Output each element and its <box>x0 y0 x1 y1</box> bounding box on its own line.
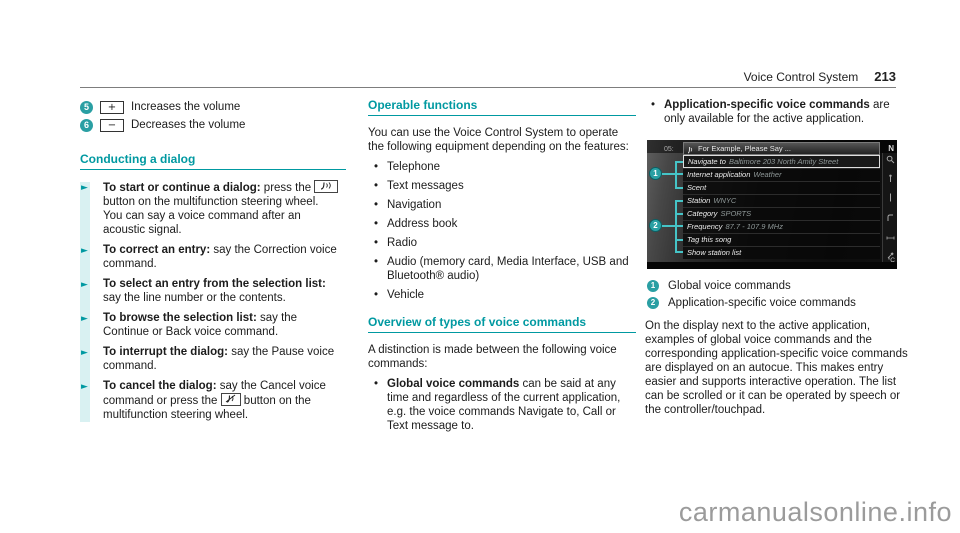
overview-intro: A distinction is made between the following voice commands: <box>368 344 617 370</box>
voice-command-arg: Weather <box>753 170 782 179</box>
page-header <box>744 69 896 84</box>
header-rule <box>80 87 896 88</box>
step-lead: To start or continue a dialog: <box>103 182 261 194</box>
list-item-label: Address book <box>387 218 458 230</box>
popup-title: For Example, Please Say ... <box>698 144 791 153</box>
bullet-icon: • <box>374 378 379 390</box>
legend-label: Increases the volume <box>131 101 241 113</box>
callout-number-1: 1 <box>647 280 659 292</box>
caption-label: Application-specific voice commands <box>668 297 856 309</box>
callout-line <box>675 239 683 241</box>
global-commands-lead: Global voice commands <box>387 378 520 390</box>
legend-item-volume-down <box>80 118 346 132</box>
step-interrupt-dialog <box>80 345 346 373</box>
callout-line <box>675 173 683 175</box>
voice-command: Navigate to <box>688 156 726 166</box>
step-marker-icon: ► <box>81 246 88 256</box>
figure-callout-1: 1 <box>649 167 662 180</box>
list-item-label: Audio (memory card, Media Interface, USB and Bluetooth® audio) <box>387 256 629 282</box>
list-item-text-messages <box>368 179 636 193</box>
display-side-toolbar <box>882 153 897 262</box>
bullet-icon: • <box>374 161 379 173</box>
list-item-label: Radio <box>387 237 418 249</box>
legend-item-volume-up <box>80 100 346 114</box>
section-heading-conducting-a-dialog: Conducting a dialog <box>80 152 346 170</box>
callout-line <box>675 251 683 253</box>
list-item-address-book <box>368 217 636 231</box>
autocue-row-scent <box>683 181 880 194</box>
callout-line <box>675 225 683 227</box>
step-text: press the <box>260 182 315 194</box>
app-specific-text: are only available for the active application. <box>664 99 890 125</box>
header-section-title: Voice Control System <box>743 70 859 84</box>
list-item-label: Vehicle <box>387 289 425 301</box>
step-browse-list <box>80 311 346 339</box>
step-lead: To cancel the dialog: <box>103 380 217 392</box>
bent-route-icon <box>886 213 895 222</box>
caption-item-app-specific <box>645 296 913 310</box>
step-marker-icon: ► <box>81 280 88 290</box>
step-start-dialog <box>80 180 346 237</box>
step-marker-icon: ► <box>81 348 88 358</box>
list-item-label: Navigation <box>387 199 442 211</box>
talk-button-icon <box>314 180 338 193</box>
minus-button-icon: − <box>100 119 124 132</box>
bullet-icon: • <box>374 218 379 230</box>
bullet-icon: • <box>374 199 379 211</box>
column-middle <box>368 98 636 438</box>
list-item-label: Telephone <box>387 161 441 173</box>
step-list <box>80 180 346 422</box>
callout-number-6: 6 <box>80 119 93 132</box>
bullet-icon: • <box>374 180 379 192</box>
search-icon <box>886 155 895 164</box>
step-text: button on the multifunction steering wheel. <box>103 196 319 208</box>
callout-line <box>675 187 683 189</box>
step-lead: To browse the selection list: <box>103 312 257 324</box>
column-left <box>80 100 346 428</box>
voice-command-arg: 87.7 - 107.9 MHz <box>725 222 783 231</box>
list-item-app-specific-voice-commands <box>645 98 913 126</box>
list-item-global-voice-commands <box>368 377 636 433</box>
callout-number-5: 5 <box>80 101 93 114</box>
voice-command-arg: WNYC <box>713 196 737 205</box>
callout-line <box>662 225 675 227</box>
callout-line <box>675 161 683 163</box>
step-lead: To select an entry from the selection list: <box>103 278 326 290</box>
operable-intro: You can use the Voice Control System to operate the following equipment depending on the features: <box>368 127 629 153</box>
callout-line <box>675 161 677 189</box>
voice-command: Show station list <box>687 248 742 257</box>
voice-command-arg: Baltimore 203 North Amity Street <box>728 156 839 166</box>
autocue-row-internet <box>683 168 880 181</box>
column-right <box>645 98 913 417</box>
header-page-number: 213 <box>874 69 896 84</box>
step-marker-icon: ► <box>81 183 88 193</box>
voice-command: Scent <box>687 183 707 192</box>
autocue-row-navigate <box>683 155 880 168</box>
step-note: You can say a voice command after an acoustic signal. <box>103 210 301 236</box>
straight-route-icon <box>886 193 895 202</box>
step-text: button on the multifunction steering wheel. <box>103 395 311 421</box>
step-text: say the line number or the contents. <box>103 292 286 304</box>
autocue-paragraph: On the display next to the active application, examples of global voice commands and the corresponding application-specific voice commands are displayed on an autocue. This makes entry easier and supports interactive operation. The list can be scrolled or it can be operated by speech or the controller/touchpad. <box>645 320 908 416</box>
display-bottom-bar <box>647 262 897 269</box>
bullet-icon: • <box>374 237 379 249</box>
app-specific-lead: Application-specific voice commands <box>664 99 870 111</box>
display-clock: 05: <box>664 146 674 153</box>
mute-button-icon <box>221 393 241 406</box>
popup-title-bar <box>683 142 880 155</box>
watermark: carmanualsonline.info <box>678 497 952 527</box>
voice-command: Station <box>687 196 711 205</box>
list-item-radio <box>368 236 636 250</box>
autocue-row-station <box>683 194 880 207</box>
step-marker-icon: ► <box>81 382 88 392</box>
voice-command: Tag this song <box>687 235 732 244</box>
callout-number-2: 2 <box>647 297 659 309</box>
list-item-label: Text messages <box>387 180 464 192</box>
step-text: say the Cancel voice command or press the <box>103 380 326 407</box>
voice-command: Category <box>687 209 718 218</box>
figure-callout-2: 2 <box>649 219 662 232</box>
voice-command: Frequency <box>687 222 723 231</box>
voice-command: Internet application <box>687 170 751 179</box>
list-item-telephone <box>368 160 636 174</box>
step-text: say the Continue or Back voice command. <box>103 312 298 338</box>
temperature-unit: °C <box>887 257 895 264</box>
legend-label: Decreases the volume <box>131 119 246 131</box>
step-lead: To interrupt the dialog: <box>103 346 228 358</box>
bullet-icon: • <box>374 256 379 268</box>
step-lead: To correct an entry: <box>103 244 211 256</box>
plus-button-icon: + <box>100 101 124 114</box>
callout-line <box>662 173 675 175</box>
step-cancel-dialog <box>80 379 346 422</box>
voice-autocue-popup <box>683 142 880 259</box>
voice-command-arg: SPORTS <box>720 209 752 218</box>
list-item-vehicle <box>368 288 636 302</box>
route-pin-icon <box>886 174 895 183</box>
section-heading-operable-functions: Operable functions <box>368 98 636 116</box>
autocue-row-category <box>683 207 880 220</box>
global-commands-text: can be said at any time and regardless of the current application, e.g. the voice commands Navigate to, Call or Text message to. <box>387 378 621 432</box>
list-item-audio <box>368 255 636 283</box>
step-text: say the Correction voice command. <box>103 244 337 270</box>
caption-item-global <box>645 279 913 293</box>
step-select-entry <box>80 277 346 305</box>
step-text: say the Pause voice command. <box>103 346 335 372</box>
step-marker-icon: ► <box>81 314 88 324</box>
autocue-row-frequency <box>683 220 880 233</box>
map-scale-icon <box>886 232 895 241</box>
caption-label: Global voice commands <box>668 280 791 292</box>
step-correct-entry <box>80 243 346 271</box>
autocue-row-show-stations <box>683 246 880 259</box>
bullet-icon: • <box>651 99 656 111</box>
section-heading-overview-voice-commands: Overview of types of voice commands <box>368 315 636 333</box>
speech-icon <box>686 145 694 157</box>
callout-line <box>675 200 683 202</box>
compass-north-indicator: N <box>888 144 894 153</box>
infotainment-screenshot <box>647 140 897 269</box>
callout-line <box>675 213 683 215</box>
autocue-row-tag-song <box>683 233 880 246</box>
bullet-icon: • <box>374 289 379 301</box>
list-item-navigation <box>368 198 636 212</box>
